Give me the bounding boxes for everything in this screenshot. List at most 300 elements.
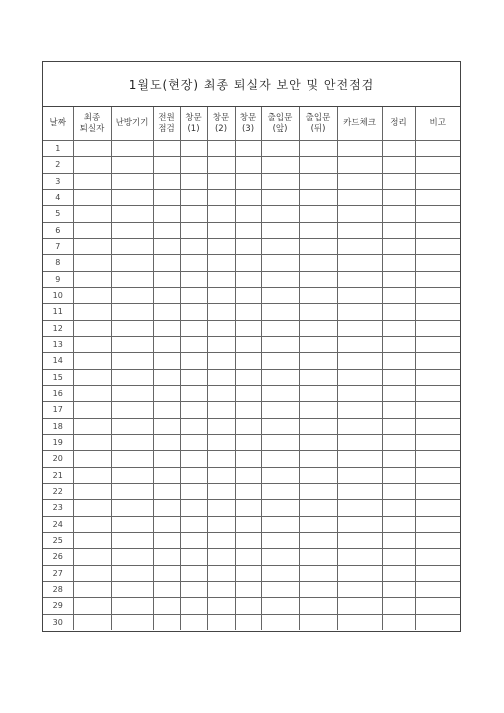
window-1-cell[interactable] [180,271,207,287]
power-check-cell[interactable] [153,173,180,189]
last-leaver-cell[interactable] [73,141,111,157]
card-check-cell[interactable] [337,598,382,614]
window-2-cell[interactable] [207,353,235,369]
heater-cell[interactable] [111,385,153,401]
window-1-cell[interactable] [180,336,207,352]
remarks-cell[interactable] [415,336,460,352]
window-3-cell[interactable] [235,614,261,630]
last-leaver-cell[interactable] [73,369,111,385]
window-3-cell[interactable] [235,418,261,434]
card-check-cell[interactable] [337,418,382,434]
cleanup-cell[interactable] [382,467,415,483]
heater-cell[interactable] [111,320,153,336]
heater-cell[interactable] [111,532,153,548]
last-leaver-cell[interactable] [73,451,111,467]
cleanup-cell[interactable] [382,222,415,238]
window-2-cell[interactable] [207,565,235,581]
window-1-cell[interactable] [180,189,207,205]
window-3-cell[interactable] [235,189,261,205]
remarks-cell[interactable] [415,206,460,222]
heater-cell[interactable] [111,451,153,467]
card-check-cell[interactable] [337,141,382,157]
remarks-cell[interactable] [415,483,460,499]
cleanup-cell[interactable] [382,141,415,157]
door-back-cell[interactable] [299,385,337,401]
last-leaver-cell[interactable] [73,206,111,222]
door-front-cell[interactable] [261,320,299,336]
card-check-cell[interactable] [337,434,382,450]
door-front-cell[interactable] [261,271,299,287]
window-2-cell[interactable] [207,467,235,483]
last-leaver-cell[interactable] [73,336,111,352]
heater-cell[interactable] [111,598,153,614]
last-leaver-cell[interactable] [73,467,111,483]
cleanup-cell[interactable] [382,238,415,254]
remarks-cell[interactable] [415,189,460,205]
window-2-cell[interactable] [207,483,235,499]
card-check-cell[interactable] [337,614,382,630]
last-leaver-cell[interactable] [73,581,111,597]
cleanup-cell[interactable] [382,549,415,565]
door-back-cell[interactable] [299,369,337,385]
window-2-cell[interactable] [207,255,235,271]
remarks-cell[interactable] [415,271,460,287]
window-2-cell[interactable] [207,614,235,630]
heater-cell[interactable] [111,173,153,189]
last-leaver-cell[interactable] [73,271,111,287]
card-check-cell[interactable] [337,402,382,418]
remarks-cell[interactable] [415,598,460,614]
card-check-cell[interactable] [337,222,382,238]
power-check-cell[interactable] [153,206,180,222]
cleanup-cell[interactable] [382,353,415,369]
heater-cell[interactable] [111,500,153,516]
heater-cell[interactable] [111,614,153,630]
last-leaver-cell[interactable] [73,157,111,173]
window-1-cell[interactable] [180,173,207,189]
door-front-cell[interactable] [261,141,299,157]
cleanup-cell[interactable] [382,516,415,532]
heater-cell[interactable] [111,222,153,238]
power-check-cell[interactable] [153,565,180,581]
heater-cell[interactable] [111,287,153,303]
remarks-cell[interactable] [415,353,460,369]
window-3-cell[interactable] [235,500,261,516]
last-leaver-cell[interactable] [73,598,111,614]
cleanup-cell[interactable] [382,206,415,222]
heater-cell[interactable] [111,189,153,205]
card-check-cell[interactable] [337,287,382,303]
heater-cell[interactable] [111,157,153,173]
power-check-cell[interactable] [153,581,180,597]
window-3-cell[interactable] [235,238,261,254]
cleanup-cell[interactable] [382,336,415,352]
last-leaver-cell[interactable] [73,189,111,205]
door-back-cell[interactable] [299,467,337,483]
door-front-cell[interactable] [261,222,299,238]
last-leaver-cell[interactable] [73,483,111,499]
window-3-cell[interactable] [235,353,261,369]
window-1-cell[interactable] [180,304,207,320]
power-check-cell[interactable] [153,189,180,205]
window-3-cell[interactable] [235,141,261,157]
power-check-cell[interactable] [153,434,180,450]
power-check-cell[interactable] [153,304,180,320]
cleanup-cell[interactable] [382,287,415,303]
power-check-cell[interactable] [153,238,180,254]
cleanup-cell[interactable] [382,173,415,189]
door-back-cell[interactable] [299,532,337,548]
last-leaver-cell[interactable] [73,222,111,238]
window-1-cell[interactable] [180,516,207,532]
remarks-cell[interactable] [415,467,460,483]
heater-cell[interactable] [111,271,153,287]
heater-cell[interactable] [111,467,153,483]
remarks-cell[interactable] [415,516,460,532]
window-1-cell[interactable] [180,320,207,336]
remarks-cell[interactable] [415,500,460,516]
door-front-cell[interactable] [261,598,299,614]
remarks-cell[interactable] [415,238,460,254]
card-check-cell[interactable] [337,369,382,385]
power-check-cell[interactable] [153,157,180,173]
window-3-cell[interactable] [235,157,261,173]
heater-cell[interactable] [111,369,153,385]
remarks-cell[interactable] [415,614,460,630]
last-leaver-cell[interactable] [73,516,111,532]
remarks-cell[interactable] [415,434,460,450]
window-3-cell[interactable] [235,287,261,303]
last-leaver-cell[interactable] [73,304,111,320]
card-check-cell[interactable] [337,500,382,516]
door-front-cell[interactable] [261,614,299,630]
card-check-cell[interactable] [337,353,382,369]
cleanup-cell[interactable] [382,434,415,450]
window-2-cell[interactable] [207,385,235,401]
door-front-cell[interactable] [261,549,299,565]
window-1-cell[interactable] [180,353,207,369]
card-check-cell[interactable] [337,304,382,320]
last-leaver-cell[interactable] [73,238,111,254]
power-check-cell[interactable] [153,516,180,532]
window-2-cell[interactable] [207,369,235,385]
window-2-cell[interactable] [207,500,235,516]
remarks-cell[interactable] [415,418,460,434]
window-3-cell[interactable] [235,320,261,336]
power-check-cell[interactable] [153,418,180,434]
remarks-cell[interactable] [415,287,460,303]
power-check-cell[interactable] [153,336,180,352]
door-back-cell[interactable] [299,451,337,467]
door-front-cell[interactable] [261,206,299,222]
cleanup-cell[interactable] [382,483,415,499]
power-check-cell[interactable] [153,385,180,401]
heater-cell[interactable] [111,402,153,418]
door-front-cell[interactable] [261,385,299,401]
door-back-cell[interactable] [299,516,337,532]
window-2-cell[interactable] [207,549,235,565]
power-check-cell[interactable] [153,255,180,271]
door-front-cell[interactable] [261,304,299,320]
heater-cell[interactable] [111,206,153,222]
card-check-cell[interactable] [337,483,382,499]
power-check-cell[interactable] [153,598,180,614]
window-3-cell[interactable] [235,222,261,238]
door-back-cell[interactable] [299,418,337,434]
window-3-cell[interactable] [235,565,261,581]
heater-cell[interactable] [111,238,153,254]
window-1-cell[interactable] [180,385,207,401]
power-check-cell[interactable] [153,500,180,516]
remarks-cell[interactable] [415,402,460,418]
last-leaver-cell[interactable] [73,532,111,548]
cleanup-cell[interactable] [382,500,415,516]
door-front-cell[interactable] [261,402,299,418]
power-check-cell[interactable] [153,483,180,499]
door-front-cell[interactable] [261,451,299,467]
window-1-cell[interactable] [180,565,207,581]
door-front-cell[interactable] [261,173,299,189]
window-1-cell[interactable] [180,238,207,254]
door-front-cell[interactable] [261,467,299,483]
remarks-cell[interactable] [415,565,460,581]
door-front-cell[interactable] [261,581,299,597]
last-leaver-cell[interactable] [73,402,111,418]
window-2-cell[interactable] [207,402,235,418]
card-check-cell[interactable] [337,516,382,532]
door-front-cell[interactable] [261,418,299,434]
last-leaver-cell[interactable] [73,500,111,516]
cleanup-cell[interactable] [382,157,415,173]
card-check-cell[interactable] [337,255,382,271]
window-3-cell[interactable] [235,369,261,385]
cleanup-cell[interactable] [382,304,415,320]
window-1-cell[interactable] [180,532,207,548]
window-1-cell[interactable] [180,255,207,271]
window-3-cell[interactable] [235,598,261,614]
window-1-cell[interactable] [180,222,207,238]
window-1-cell[interactable] [180,483,207,499]
card-check-cell[interactable] [337,206,382,222]
cleanup-cell[interactable] [382,451,415,467]
door-back-cell[interactable] [299,434,337,450]
cleanup-cell[interactable] [382,532,415,548]
card-check-cell[interactable] [337,320,382,336]
door-front-cell[interactable] [261,189,299,205]
remarks-cell[interactable] [415,141,460,157]
card-check-cell[interactable] [337,271,382,287]
door-front-cell[interactable] [261,500,299,516]
door-back-cell[interactable] [299,500,337,516]
window-2-cell[interactable] [207,157,235,173]
door-front-cell[interactable] [261,565,299,581]
power-check-cell[interactable] [153,532,180,548]
window-2-cell[interactable] [207,320,235,336]
window-1-cell[interactable] [180,157,207,173]
window-2-cell[interactable] [207,336,235,352]
door-back-cell[interactable] [299,320,337,336]
door-back-cell[interactable] [299,173,337,189]
cleanup-cell[interactable] [382,418,415,434]
window-1-cell[interactable] [180,467,207,483]
window-1-cell[interactable] [180,434,207,450]
window-1-cell[interactable] [180,418,207,434]
card-check-cell[interactable] [337,581,382,597]
door-back-cell[interactable] [299,353,337,369]
door-front-cell[interactable] [261,287,299,303]
door-front-cell[interactable] [261,157,299,173]
door-front-cell[interactable] [261,532,299,548]
window-2-cell[interactable] [207,287,235,303]
door-back-cell[interactable] [299,141,337,157]
remarks-cell[interactable] [415,385,460,401]
window-3-cell[interactable] [235,516,261,532]
window-3-cell[interactable] [235,549,261,565]
window-2-cell[interactable] [207,598,235,614]
cleanup-cell[interactable] [382,565,415,581]
last-leaver-cell[interactable] [73,565,111,581]
door-front-cell[interactable] [261,516,299,532]
card-check-cell[interactable] [337,385,382,401]
door-front-cell[interactable] [261,483,299,499]
last-leaver-cell[interactable] [73,287,111,303]
power-check-cell[interactable] [153,614,180,630]
door-back-cell[interactable] [299,483,337,499]
window-2-cell[interactable] [207,206,235,222]
remarks-cell[interactable] [415,532,460,548]
power-check-cell[interactable] [153,549,180,565]
window-1-cell[interactable] [180,402,207,418]
last-leaver-cell[interactable] [73,434,111,450]
cleanup-cell[interactable] [382,255,415,271]
window-1-cell[interactable] [180,581,207,597]
window-3-cell[interactable] [235,483,261,499]
window-3-cell[interactable] [235,206,261,222]
heater-cell[interactable] [111,565,153,581]
window-3-cell[interactable] [235,173,261,189]
power-check-cell[interactable] [153,353,180,369]
cleanup-cell[interactable] [382,402,415,418]
remarks-cell[interactable] [415,549,460,565]
window-2-cell[interactable] [207,173,235,189]
card-check-cell[interactable] [337,451,382,467]
window-2-cell[interactable] [207,222,235,238]
cleanup-cell[interactable] [382,320,415,336]
window-1-cell[interactable] [180,141,207,157]
window-3-cell[interactable] [235,451,261,467]
door-back-cell[interactable] [299,549,337,565]
heater-cell[interactable] [111,304,153,320]
power-check-cell[interactable] [153,451,180,467]
door-front-cell[interactable] [261,255,299,271]
last-leaver-cell[interactable] [73,320,111,336]
card-check-cell[interactable] [337,238,382,254]
window-2-cell[interactable] [207,418,235,434]
door-back-cell[interactable] [299,157,337,173]
heater-cell[interactable] [111,516,153,532]
window-2-cell[interactable] [207,581,235,597]
card-check-cell[interactable] [337,565,382,581]
power-check-cell[interactable] [153,271,180,287]
power-check-cell[interactable] [153,222,180,238]
window-1-cell[interactable] [180,451,207,467]
door-back-cell[interactable] [299,581,337,597]
card-check-cell[interactable] [337,467,382,483]
last-leaver-cell[interactable] [73,418,111,434]
door-back-cell[interactable] [299,304,337,320]
window-3-cell[interactable] [235,532,261,548]
window-2-cell[interactable] [207,271,235,287]
heater-cell[interactable] [111,255,153,271]
door-back-cell[interactable] [299,402,337,418]
heater-cell[interactable] [111,336,153,352]
remarks-cell[interactable] [415,255,460,271]
remarks-cell[interactable] [415,320,460,336]
heater-cell[interactable] [111,483,153,499]
cleanup-cell[interactable] [382,189,415,205]
power-check-cell[interactable] [153,369,180,385]
door-front-cell[interactable] [261,369,299,385]
door-front-cell[interactable] [261,238,299,254]
last-leaver-cell[interactable] [73,255,111,271]
cleanup-cell[interactable] [382,581,415,597]
window-3-cell[interactable] [235,255,261,271]
heater-cell[interactable] [111,581,153,597]
heater-cell[interactable] [111,353,153,369]
power-check-cell[interactable] [153,287,180,303]
door-back-cell[interactable] [299,222,337,238]
door-back-cell[interactable] [299,598,337,614]
window-3-cell[interactable] [235,581,261,597]
remarks-cell[interactable] [415,369,460,385]
card-check-cell[interactable] [337,173,382,189]
door-back-cell[interactable] [299,238,337,254]
door-back-cell[interactable] [299,189,337,205]
remarks-cell[interactable] [415,222,460,238]
card-check-cell[interactable] [337,157,382,173]
window-2-cell[interactable] [207,304,235,320]
window-1-cell[interactable] [180,614,207,630]
window-1-cell[interactable] [180,598,207,614]
last-leaver-cell[interactable] [73,614,111,630]
last-leaver-cell[interactable] [73,385,111,401]
heater-cell[interactable] [111,549,153,565]
window-2-cell[interactable] [207,434,235,450]
window-3-cell[interactable] [235,402,261,418]
heater-cell[interactable] [111,434,153,450]
power-check-cell[interactable] [153,141,180,157]
cleanup-cell[interactable] [382,385,415,401]
heater-cell[interactable] [111,141,153,157]
power-check-cell[interactable] [153,467,180,483]
cleanup-cell[interactable] [382,271,415,287]
cleanup-cell[interactable] [382,369,415,385]
card-check-cell[interactable] [337,549,382,565]
window-1-cell[interactable] [180,500,207,516]
window-1-cell[interactable] [180,206,207,222]
heater-cell[interactable] [111,418,153,434]
door-back-cell[interactable] [299,336,337,352]
window-3-cell[interactable] [235,385,261,401]
window-1-cell[interactable] [180,369,207,385]
power-check-cell[interactable] [153,320,180,336]
window-2-cell[interactable] [207,516,235,532]
door-back-cell[interactable] [299,614,337,630]
window-3-cell[interactable] [235,304,261,320]
window-2-cell[interactable] [207,532,235,548]
card-check-cell[interactable] [337,532,382,548]
door-back-cell[interactable] [299,206,337,222]
